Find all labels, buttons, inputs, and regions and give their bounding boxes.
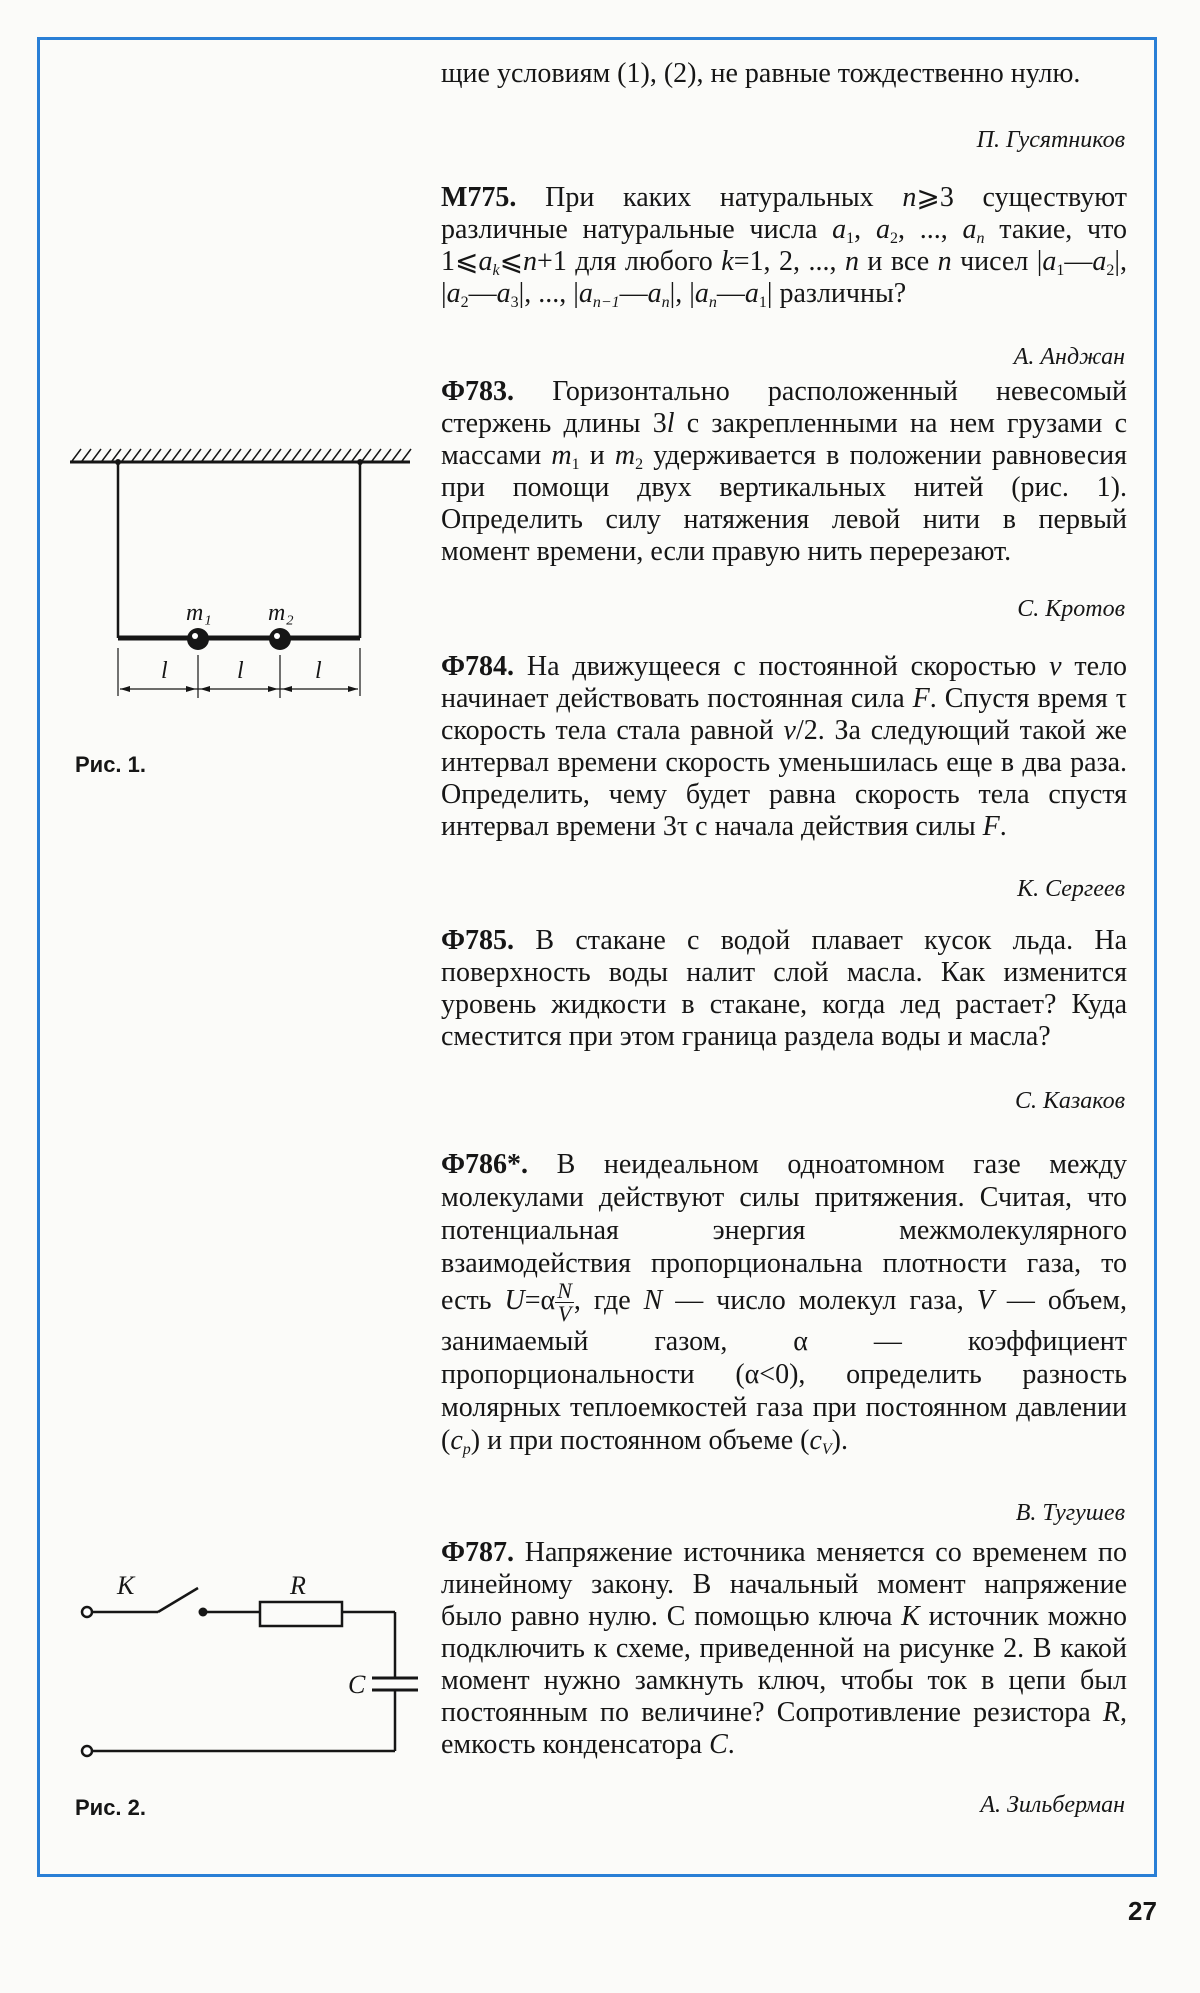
length-label: l	[161, 658, 168, 684]
math-symbol: a	[962, 214, 977, 245]
author-andzhan: А. Анджан	[1013, 344, 1125, 370]
hatch-mark	[242, 449, 251, 461]
text-run: На движущееся с постоянной скоростью	[514, 651, 1050, 682]
hatch-mark	[402, 449, 411, 461]
capacitor-label: C	[348, 1670, 366, 1699]
hatch-mark	[292, 449, 301, 461]
hatch-mark	[302, 449, 311, 461]
problem-f787	[441, 1537, 1127, 1761]
resistor-label: R	[290, 1571, 306, 1600]
subscript: 2	[460, 294, 469, 311]
mass-2	[269, 628, 291, 650]
length-label: l	[237, 658, 244, 684]
text-run: . Спустя время τ скорость тела стала равной	[441, 683, 1127, 746]
math-symbol: U	[504, 1284, 525, 1316]
figure-2-circuit-diagram	[0, 1540, 440, 1780]
text-run: ) и при постоянном объеме (	[470, 1425, 810, 1456]
math-symbol: c	[450, 1425, 463, 1456]
math-symbol: N	[643, 1284, 663, 1316]
subscript: n−1	[592, 294, 620, 311]
length-label: l	[315, 658, 322, 684]
mass-1	[187, 628, 209, 650]
problem-m775	[441, 182, 1127, 310]
hatch-mark	[282, 449, 291, 461]
text-run: .	[999, 811, 1007, 842]
hatch-mark	[342, 449, 351, 461]
text-run: При каких натуральных	[516, 182, 903, 213]
subscript: p	[462, 1441, 471, 1458]
hatch-mark	[192, 449, 201, 461]
text-run: источник можно подключить к схеме, приведенной на рисунке 2. В какой момент нужно замкнуть ключ, чтобы ток в цепи был постоянным по величине? Сопротивление резистора	[441, 1601, 1128, 1728]
figure-1-caption: Рис. 1.	[75, 752, 147, 777]
text-run: ⩾3 существуют различные натуральные числа	[441, 182, 1128, 245]
author-kazakov: С. Казаков	[1014, 1088, 1125, 1114]
math-symbol: l	[666, 408, 675, 439]
subscript: 2	[1106, 262, 1115, 279]
math-symbol: F	[982, 811, 1000, 842]
text-run: Горизонтально расположенный невесомый стержень длины 3	[441, 376, 1127, 439]
hatch-mark	[382, 449, 391, 461]
math-symbol: R	[1102, 1697, 1120, 1728]
subscript: 1	[846, 230, 855, 247]
subscript: n	[976, 230, 985, 247]
terminal-top	[82, 1607, 92, 1617]
text-run: — объем, занимаемый газом, α — коэффициент пропорциональности (α<0), определить разность молярных теплоемкостей газа при постоянном давлении (	[441, 1284, 1127, 1456]
math-symbol: v	[1049, 651, 1062, 682]
hatch-mark	[362, 449, 371, 461]
hatch-mark	[202, 449, 211, 461]
math-symbol: n	[902, 182, 917, 213]
subscript: V	[821, 1441, 832, 1458]
text-run: =1, 2, ...,	[733, 246, 845, 277]
problem-label: Ф783.	[441, 376, 515, 407]
hatch-mark	[162, 449, 171, 461]
problem-f785	[441, 925, 1127, 1053]
text-run: щие условиям (1), (2), не равные тождественно нулю.	[441, 58, 1081, 89]
text-run: , ...,	[897, 214, 963, 245]
hatch-mark	[372, 449, 381, 461]
math-symbol: a	[744, 278, 759, 309]
hatch-mark	[102, 449, 111, 461]
hatch-mark	[122, 449, 131, 461]
text-run: такие, что 1⩽	[441, 214, 1127, 277]
text-run: — число молекул газа,	[662, 1284, 977, 1316]
subscript: 1	[1056, 262, 1065, 279]
math-symbol: n	[523, 246, 538, 277]
math-symbol: a	[832, 214, 847, 245]
fraction: $\frac{N}{V}$	[557, 1278, 572, 1326]
hatch-mark	[332, 449, 341, 461]
subscript: 1	[758, 294, 767, 311]
resistor-r	[260, 1602, 342, 1626]
problem-f783	[441, 376, 1127, 568]
math-symbol: F	[912, 683, 930, 714]
math-symbol: n	[844, 246, 859, 277]
hatch-mark	[262, 449, 271, 461]
hatch-mark	[222, 449, 231, 461]
mass-1-label: m₁	[186, 600, 212, 626]
author-zilberman: А. Зильберман	[980, 1792, 1125, 1818]
text-run: |, |	[441, 246, 1128, 309]
problem-f784	[441, 651, 1127, 843]
text-run: , где	[573, 1284, 644, 1316]
subscript: k	[492, 262, 500, 279]
hatch-mark	[252, 449, 261, 461]
math-symbol: a	[478, 246, 493, 277]
text-run: |, ..., |	[518, 278, 579, 309]
switch-label: K	[117, 1571, 135, 1600]
problem-label: Ф786*.	[441, 1149, 529, 1180]
text-run: Напряжение источника меняется со временем по линейному закону. В начальный момент напряжение было равно нулю. С помощью ключа	[441, 1537, 1127, 1632]
hatch-mark	[112, 449, 121, 461]
hatch-mark	[82, 449, 91, 461]
author-gusyatnikov: П. Гусятников	[976, 127, 1125, 153]
text-run: |, |	[669, 278, 695, 309]
problem-label: Ф787.	[441, 1537, 515, 1568]
math-symbol: c	[809, 1425, 822, 1456]
math-symbol: C	[709, 1729, 728, 1760]
figure-1-rod-diagram	[0, 0, 440, 800]
math-symbol: a	[647, 278, 662, 309]
subscript: 2	[889, 230, 898, 247]
math-symbol: m	[551, 440, 572, 471]
hatch-mark	[322, 449, 331, 461]
hatch-mark	[212, 449, 221, 461]
problem-f786	[441, 1148, 1127, 1457]
hatch-mark	[132, 449, 141, 461]
hatch-mark	[152, 449, 161, 461]
hatch-mark	[392, 449, 401, 461]
subscript: n	[661, 294, 670, 311]
text-run: —	[1064, 246, 1093, 277]
author-sergeev: К. Сергеев	[1017, 876, 1125, 902]
hatch-mark	[172, 449, 181, 461]
hatch-mark	[92, 449, 101, 461]
subscript: 3	[510, 294, 519, 311]
math-symbol: a	[1042, 246, 1057, 277]
text-run: .	[727, 1729, 735, 1760]
subscript: 1	[571, 456, 580, 473]
figure-2-caption: Рис. 2.	[75, 1795, 147, 1820]
switch-k	[158, 1588, 198, 1612]
math-symbol: n	[937, 246, 952, 277]
text-run: ⩽	[499, 246, 524, 277]
text-run: —	[619, 278, 648, 309]
intro-text	[441, 58, 1127, 90]
math-symbol: a	[446, 278, 461, 309]
hatch-mark	[232, 449, 241, 461]
text-run: с закрепленными на нем грузами с массами	[441, 408, 1127, 471]
problem-label: М775.	[441, 182, 517, 213]
hatch-mark	[142, 449, 151, 461]
math-symbol: K	[901, 1601, 920, 1632]
math-symbol: a	[694, 278, 709, 309]
author-krotov: С. Кротов	[1017, 596, 1125, 622]
math-symbol: V	[976, 1284, 994, 1316]
text-run: ,	[854, 214, 876, 245]
text-run: +1 для любого	[537, 246, 722, 277]
math-symbol: k	[721, 246, 734, 277]
text-run: ).	[831, 1425, 848, 1456]
math-symbol: v	[783, 715, 796, 746]
text-run: =α	[524, 1284, 556, 1316]
text-run: —	[716, 278, 745, 309]
problem-label: Ф785.	[441, 925, 515, 956]
text-run: чисел |	[951, 246, 1043, 277]
text-run: удерживается в положении равновесия при помощи двух вертикальных нитей (рис. 1). Определить силу натяжения левой нити в первый момент времени, если правую нить перерезают.	[441, 440, 1127, 567]
text-run: В стакане с водой плавает кусок льда. На поверхность воды налит слой масла. Как изменится уровень жидкости в стакане, когда лед растает? Куда сместится при этом граница раздела воды и масла?	[441, 925, 1127, 1052]
hatch-mark	[182, 449, 191, 461]
math-symbol: a	[578, 278, 593, 309]
hatch-mark	[272, 449, 281, 461]
hatch-mark	[312, 449, 321, 461]
text-run: | различны?	[766, 278, 907, 309]
hatch-mark	[72, 449, 81, 461]
page-number: 27	[1128, 1896, 1157, 1926]
problem-label: Ф784.	[441, 651, 515, 682]
text-run: —	[468, 278, 497, 309]
math-symbol: a	[875, 214, 890, 245]
math-symbol: a	[1092, 246, 1107, 277]
math-symbol: m	[614, 440, 636, 471]
text-run: В неидеальном одноатомном газе между молекулами действуют силы притяжения. Считая, что потенциальная энергия межмолекулярного взаимодействия пропорциональна плотности газа, то есть	[441, 1149, 1127, 1316]
math-symbol: a	[496, 278, 511, 309]
terminal-bottom	[82, 1746, 92, 1756]
text-run: тело начинает действовать постоянная сила	[441, 651, 1128, 714]
text-run: и	[579, 440, 615, 471]
text-run: , емкость конденсатора	[441, 1697, 1127, 1760]
subscript: 2	[635, 456, 644, 473]
author-tugushev: В. Тугушев	[1015, 1500, 1125, 1526]
subscript: n	[708, 294, 717, 311]
mass-2-label: m₂	[268, 600, 294, 626]
text-run: /2. За следующий такой же интервал времени скорость уменьшилась еще в два раза. Определить, чему будет равна скорость тела спустя интервал времени 3τ с начала действия силы	[441, 715, 1127, 842]
text-run: и все	[858, 246, 938, 277]
